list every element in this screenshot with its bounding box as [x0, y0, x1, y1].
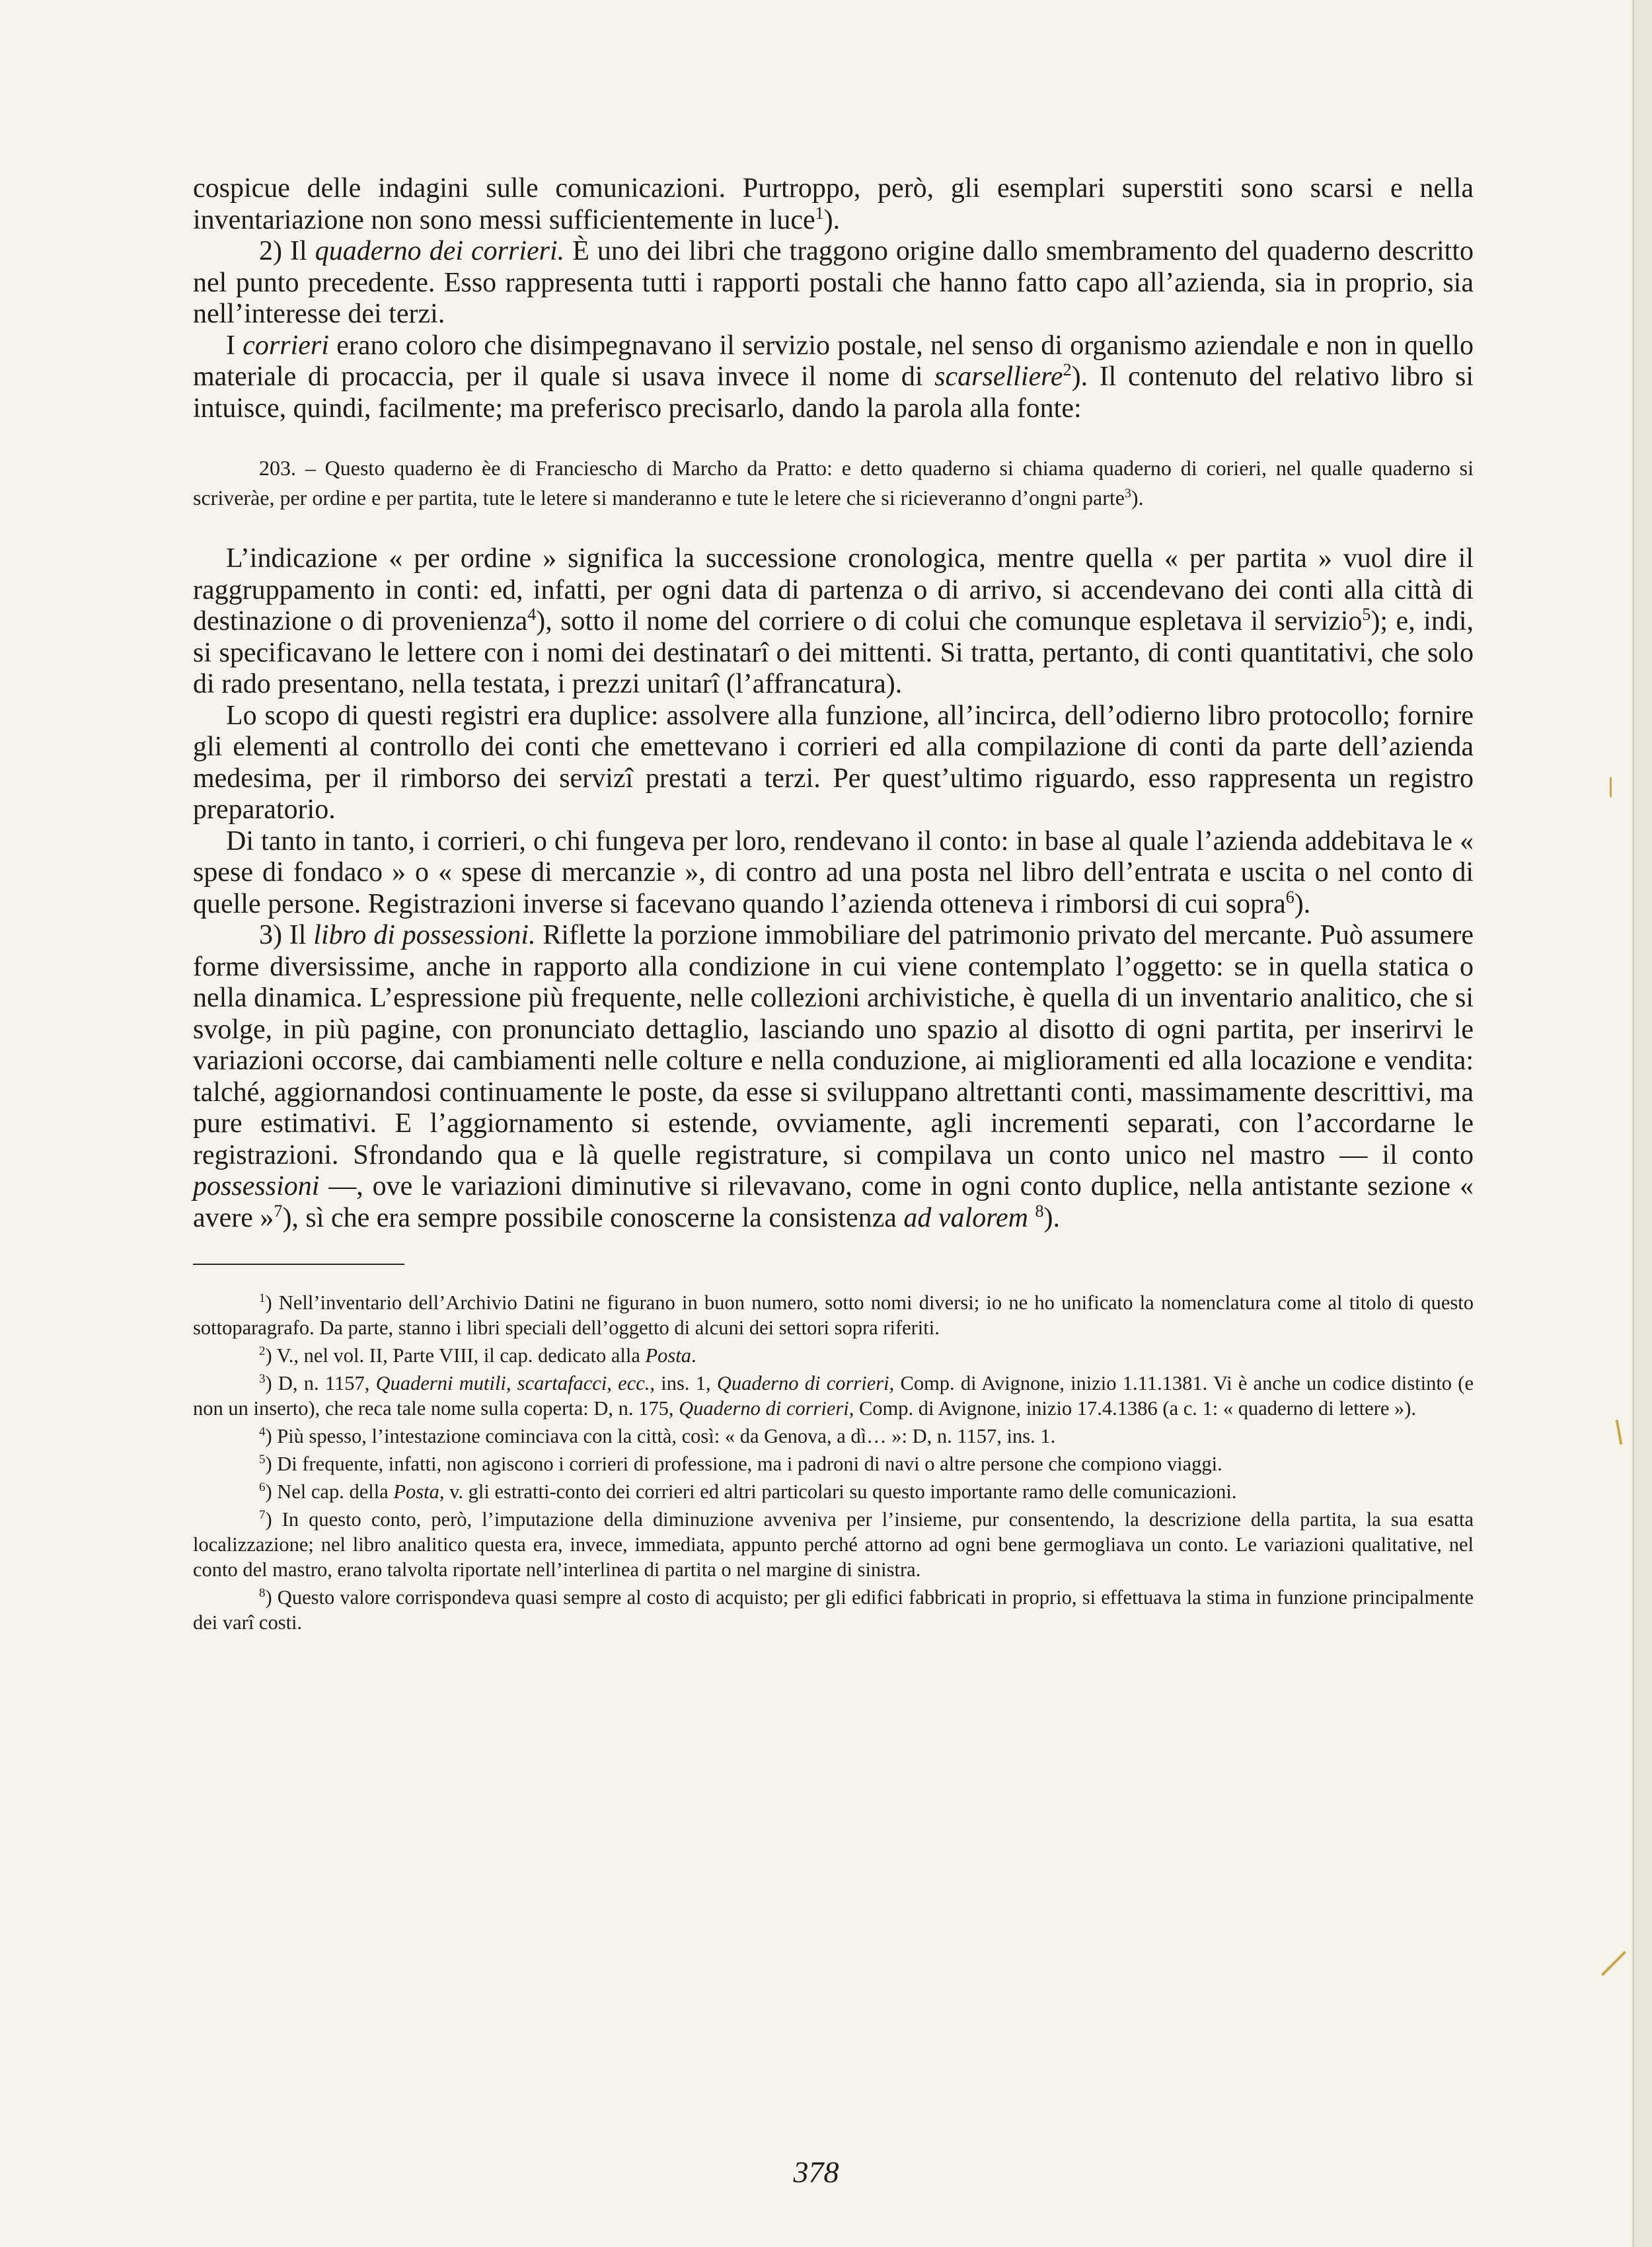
footnote-5: $^5$) Di frequente, infatti, non agiscono i corrieri di professione, ma i padroni di navi o altre persone che compiono viaggi. [259, 1452, 1222, 1475]
margin-mark [1601, 1951, 1626, 1976]
footnote-2: $^2$) V., nel vol. II, Parte VIII, il cap. dedicato alla Posta. [259, 1344, 696, 1367]
margin-mark [1616, 1420, 1623, 1445]
footnote-ref-4: 4 [527, 605, 537, 624]
footnote-ref-3: 3 [1124, 486, 1131, 501]
footnote-3: $^3$) D, n. 1157, Quaderni mutili, scartafacci, ecc., ins. 1, Quaderno di corrieri, Comp. di Avignone, inizio 1.11.1381. Vi è anche un codice distinto (e non un inserto), che reca tale nome sulla coperta: D, n. 175, Quaderno di corrieri, Comp. di Avignone, inizio 17.4.1386 (a c. 1: « quaderno di lettere »). [193, 1371, 1474, 1420]
footnote-ref-8: 8 [1035, 1201, 1044, 1221]
footnote-ref-2: 2 [1063, 360, 1072, 379]
footnote-ref-7: 7 [274, 1201, 283, 1221]
footnote-ref-5: 5 [1362, 605, 1371, 624]
footnote-divider [193, 1264, 404, 1265]
page-content [193, 173, 1474, 1638]
main-text-continued [193, 543, 1474, 1234]
footnote-8: $^8$) Questo valore corrispondeva quasi sempre al costo di acquisto; per gli edifici fabbricati in proprio, si effettuava la stima in funzione principalmente dei varî costi. [193, 1585, 1474, 1634]
main-text [193, 173, 1474, 424]
paragraph-di-tanto: Di tanto in tanto, i corrieri, o chi fungeva per loro, rendevano il conto: in base al quale l’azienda addebitava le « spese di fondaco » o « spese di mercanzie », di contro ad una posta nel libro dell’entrata e uscita o nel conto di quelle persone. Registrazioni inverse si facevano quando l’azienda otteneva i rimborsi di cui sopra$^6$). [193, 825, 1474, 919]
page-number: 378 [793, 2155, 839, 2189]
footnotes [193, 1290, 1474, 1635]
source-quotation: 203. – Questo quaderno èe di Franciescho di Marcho da Pratto: e detto quaderno si chiama quaderno di corieri, nel qualle quaderno si scriveràe, per ordine e per partita, tute le letere si manderanno e tute le letere che si ricieveranno d’ongni parte$^3$). [193, 456, 1474, 510]
section-heading-possessioni: libro di possessioni. [313, 920, 536, 950]
footnote-6: $^6$) Nel cap. della Posta, v. gli estratti-conto dei corrieri ed altri particolari su questo importante ramo delle comunicazioni. [259, 1480, 1237, 1503]
paragraph-corrieri: I corrieri erano coloro che disimpegnavano il servizio postale, nel senso di organismo aziendale e non in quello materiale di procaccia, per il quale si usava invece il nome di scarselliere$^2$). Il contenuto del relativo libro si intuisce, quindi, facilmente; ma preferisco precisarlo, dando la parola alla fonte: [193, 330, 1474, 424]
paragraph-scopo: Lo scopo di questi registri era duplice: assolvere alla funzione, all’incirca, dell’odierno libro protocollo; fornire gli elementi al controllo dei conti che emettevano i corrieri ed alla compilazione di conti da parte dell’azienda medesima, per il rimborso dei servizî prestati a terzi. Per quest’ultimo riguardo, esso rappresenta un registro preparatorio. [193, 700, 1474, 825]
paragraph-quaderno-corrieri: 2) Il quaderno dei corrieri. È uno dei libri che traggono origine dallo smembramento del quaderno descritto nel punto precedente. Esso rappresenta tutti i rapporti postali che hanno fatto capo all’azienda, sia in proprio, sia nell’interesse dei terzi. [193, 236, 1474, 329]
margin-mark [1610, 777, 1612, 797]
footnote-ref-6: 6 [1285, 887, 1295, 907]
section-heading-quaderno: quaderno dei corrieri. [315, 236, 565, 266]
footnote-4: $^4$) Più spesso, l’intestazione cominciava con la città, così: « da Genova, a dì… »: D, n. 1157, ins. 1. [259, 1424, 1056, 1447]
paragraph-1: cospicue delle indagini sulle comunicazioni. Purtroppo, però, gli esemplari superstiti sono scarsi e nella inventariazione non sono messi sufficientemente in luce$^1$). [193, 173, 1474, 235]
paragraph-libro-possessioni: 3) Il libro di possessioni. Riflette la porzione immobiliare del patrimonio privato del mercante. Può assumere forme diversissime, anche in rapporto alla condizione in cui viene contemplato l’oggetto: se in quella statica o nella dinamica. L’espressione più frequente, nelle collezioni archivistiche, è quella di un inventario analitico, che si svolge, in più pagine, con pronunciato dettaglio, lasciando uno spazio al disotto di ogni partita, per inserirvi le variazioni occorse, dai cambiamenti nelle colture e nella conduzione, ai miglioramenti ed alla locazione e vendita: talché, aggiornandosi continuamente le poste, da esse si sviluppano altrettanti conti, massimamente descrittivi, ma pure estimativi. E l’aggiornamento si estende, ovviamente, agli incrementi separati, con l’accordarne le registrazioni. Sfrondando qua e là quelle registrature, si compilava un conto unico nel mastro — il conto possessioni —, ove le variazioni diminutive si rilevavano, come in ogni conto duplice, nella antistante sezione « avere »$^7$), sì che era sempre possibile conoscerne la consistenza ad valorem $^8$). [193, 920, 1474, 1233]
paragraph-indicazione: L’indicazione « per ordine » significa la successione cronologica, mentre quella « per partita » vuol dire il raggruppamento in conti: ed, infatti, per ogni data di partenza o di arrivo, si accendevano dei conti alla città di destinazione o di provenienza$^4$), sotto il nome del corriere o di colui che comunque espletava il servizio$^5$); e, indi, si specificavano le lettere con i nomi dei destinatarî o dei mittenti. Si tratta, pertanto, di conti quantitativi, che solo di rado presentano, nella testata, i prezzi unitarî (l’affrancatura). [193, 543, 1474, 699]
footnote-1: $^1$) Nell’inventario dell’Archivio Datini ne figurano in buon numero, sotto nomi diversi; io ne ho unificato la nomenclatura come al titolo di questo sottoparagrafo. Da parte, stanno i libri speciali dell’oggetto di alcuni dei settori sopra riferiti. [193, 1291, 1474, 1339]
footnote-ref-1: 1 [815, 203, 824, 223]
footnote-7: $^7$) In questo conto, però, l’imputazione della diminuzione avveniva per l’insieme, pur consentendo, la descrizione della partita, la sua esatta localizzazione; nel libro analitico questa era, invece, immediata, appunto perché attorno ad ogni bene germogliava un conto. Le variazioni qualitative, nel conto del mastro, erano talvolta riportate nell’interlinea di partita o nel margine di sinistra. [193, 1507, 1474, 1581]
